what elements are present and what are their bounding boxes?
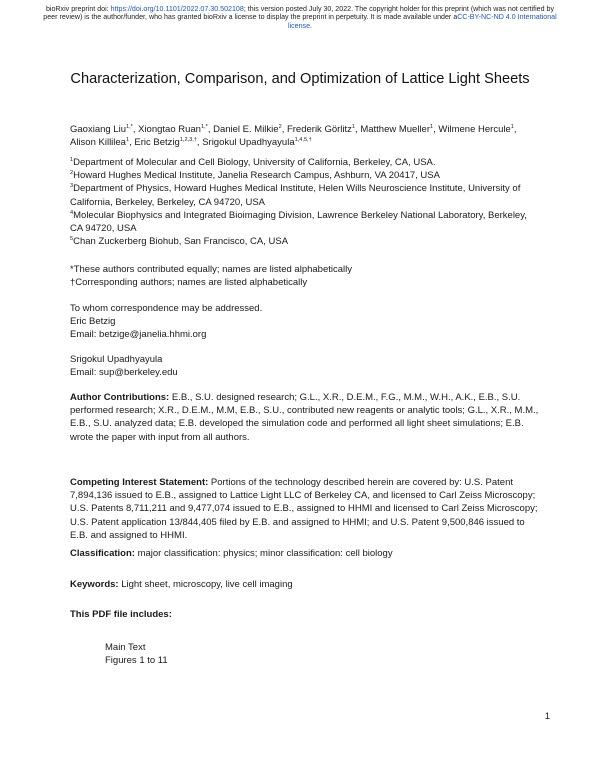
preprint-prefix: bioRxiv preprint doi: bbox=[45, 5, 111, 13]
classification bbox=[70, 547, 540, 560]
section-label: Keywords: bbox=[70, 579, 119, 590]
affiliation: $^4$Molecular Biophysics and Integrated Bioimaging Division, Lawrence Berkeley National Laboratory, Berkeley, CA 94720, USA bbox=[70, 209, 527, 235]
author: Matthew Mueller$^1$ bbox=[360, 124, 434, 135]
section-text: Portions of the technology described herein are covered by: U.S. Patent 7,894,136 issued to E.B., assigned to Lattice Light LLC of Berkeley CA, and licensed to Carl Zeiss Microscopy; U.S. Patents 8,711,211 and 9,477,074 issued to E.B., assigned to HHMI and licensed to Carl Zeiss Microscopy; U.S. Patent application 13/844,405 filed by E.B. and assigned to HHMI; and U.S. Patent 9,500,846 issued to E.B. and assigned to HHMI. bbox=[70, 477, 538, 541]
contact-intro: To whom correspondence may be addressed. bbox=[70, 303, 263, 314]
section-text: major classification: physics; minor classification: cell biology bbox=[134, 548, 393, 559]
pdf-includes-list bbox=[105, 641, 168, 667]
preprint-middle: ; this version posted July 30, 2022. The copyright holder for this preprint (which was not certified by peer review) is the author/funder, who has granted bioRxiv a license to display the preprint in perpetuity. It is made available under a bbox=[43, 5, 555, 22]
corresponding-note: †Corresponding authors; names are listed alphabetically bbox=[70, 277, 308, 289]
section-text: Light sheet, microscopy, live cell imaging bbox=[118, 579, 293, 590]
author: Alison Killilea$^1$ bbox=[70, 137, 130, 149]
section-label: Competing Interest Statement: bbox=[70, 477, 209, 488]
author: Srigokul Upadhyayula$^{1,4,5,\dagger}$ bbox=[202, 137, 312, 149]
author: Eric Betzig$^{1,2,3,\dagger}$ bbox=[134, 137, 197, 149]
affiliation: $^2$Howard Hughes Medical Institute, Janelia Research Campus, Ashburn, VA 20417, USA bbox=[70, 170, 440, 182]
affiliations bbox=[70, 156, 540, 248]
contact-name: Eric Betzig bbox=[70, 316, 116, 328]
author: Xiongtao Ruan$^{1,*}$ bbox=[138, 124, 208, 135]
list-item: Main Text bbox=[105, 642, 146, 653]
author-contributions bbox=[70, 391, 540, 444]
list-item: Figures 1 to 11 bbox=[105, 655, 168, 667]
contact-email: Email: sup@berkeley.edu bbox=[70, 367, 178, 379]
author: Frederik Görlitz$^1$ bbox=[286, 124, 356, 135]
preprint-suffix: . bbox=[310, 21, 313, 30]
preprint-notice bbox=[40, 5, 560, 30]
contact-name: Srigokul Upadhyayula bbox=[70, 354, 163, 365]
equal-contribution-note: *These authors contributed equally; names are listed alphabetically bbox=[70, 264, 352, 275]
author: Daniel E. Milkie$^2$ bbox=[213, 124, 282, 135]
keywords bbox=[70, 578, 540, 591]
author: Gaoxiang Liu$^{1,*}$ bbox=[70, 124, 133, 135]
author-list: Gaoxiang Liu$^{1,*}$, Xiongtao Ruan$^{1,*}$, Daniel E. Milkie$^2$, Frederik Görlitz$^1$, Matthew Mueller$^1$, Wilmene Hercule$^1$, Alison Killilea$^1$, Eric Betzig$^{1,2,3,\dagger}$, Srigokul Upadhyayula$^{1,4,5,\dagger}$ bbox=[70, 124, 517, 149]
pdf-includes-heading: This PDF file includes: bbox=[70, 609, 172, 620]
section-label: Classification: bbox=[70, 548, 135, 559]
author: Wilmene Hercule$^1$ bbox=[438, 124, 514, 135]
author-notes bbox=[70, 263, 540, 289]
competing-interest bbox=[70, 476, 540, 542]
affiliation: $^1$Department of Molecular and Cell Biology, University of California, Berkeley, CA, USA. bbox=[70, 157, 436, 168]
contact-block bbox=[70, 302, 540, 342]
affiliation: $^5$Chan Zuckerberg Biohub, San Francisco, CA, USA bbox=[70, 236, 289, 248]
page-number: 1 bbox=[544, 711, 550, 722]
contact-email: Email: betzige@janelia.hhmi.org bbox=[70, 329, 207, 341]
contact-block-2 bbox=[70, 353, 540, 379]
paper-title: Characterization, Comparison, and Optimization of Lattice Light Sheets bbox=[70, 71, 530, 87]
affiliation: $^3$Department of Physics, Howard Hughes Medical Institute, Helen Wills Neuroscience Institute, University of California, Berkeley, Berkeley, CA 94720, USA bbox=[70, 183, 521, 208]
section-label: Author Contributions: bbox=[70, 392, 170, 403]
section-text: E.B., S.U. designed research; G.L., X.R., D.E.M., F.G., M.M., W.H., A.K., E.B., S.U. performed research; X.R., D.E.M., M.M, E.B., S.U., contributed new reagents or analytic tools; G.L., X.R., M.M., E.B., S.U. analyzed data; E.B. developed the simulation code and performed all light sheet simulations; E.B. wrote the paper with input from all authors. bbox=[70, 392, 539, 443]
license-link[interactable]: CC-BY-NC-ND 4.0 International license bbox=[287, 13, 557, 30]
doi-link[interactable]: https://doi.org/10.1101/2022.07.30.502108 bbox=[110, 5, 244, 13]
